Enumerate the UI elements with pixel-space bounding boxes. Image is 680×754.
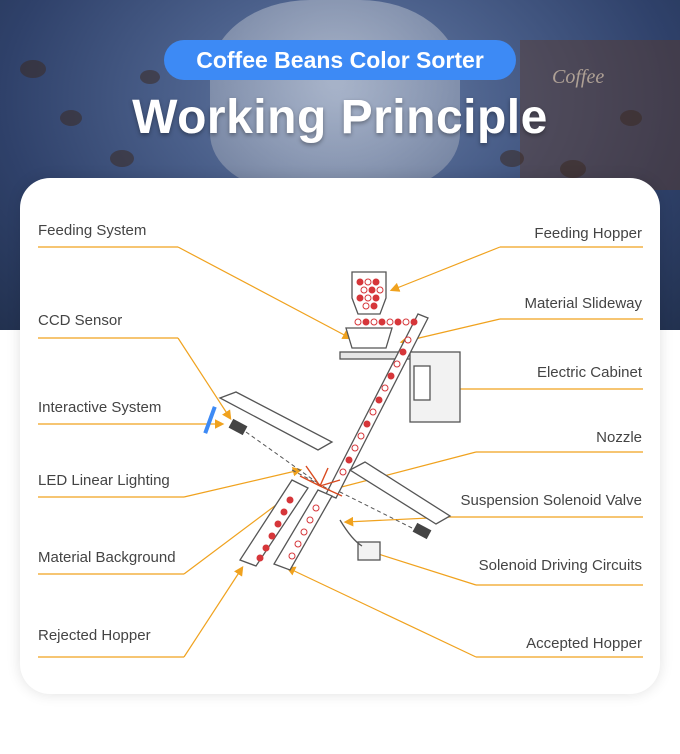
- leader-rejected-hopper: [184, 568, 242, 657]
- leader-driving-circuits: [372, 552, 476, 585]
- page-title: Working Principle: [132, 91, 548, 144]
- label-interactive-system: Interactive System: [38, 399, 162, 416]
- label-nozzle: Nozzle: [596, 429, 642, 446]
- product-pill: Coffee Beans Color Sorter: [164, 40, 516, 80]
- driving-circuits-shape: [358, 542, 380, 560]
- label-material-slideway: Material Slideway: [524, 295, 642, 312]
- leader-accepted-hopper: [288, 568, 476, 657]
- label-material-background: Material Background: [38, 549, 176, 566]
- label-feeding-hopper: Feeding Hopper: [534, 225, 642, 242]
- label-suspension-solenoid-valve: Suspension Solenoid Valve: [460, 492, 642, 509]
- machine-outline: [220, 272, 460, 570]
- leader-feeding-hopper: [392, 247, 500, 290]
- label-led-linear-lighting: LED Linear Lighting: [38, 472, 170, 489]
- label-accepted-hopper: Accepted Hopper: [526, 635, 642, 652]
- leader-lines: [178, 247, 500, 657]
- label-rejected-hopper: Rejected Hopper: [38, 627, 151, 644]
- leader-feeding-system: [178, 247, 350, 338]
- label-underlines: [38, 247, 643, 657]
- label-ccd-sensor: CCD Sensor: [38, 312, 123, 329]
- vibration-feeder: [346, 328, 392, 348]
- leader-ccd-sensor: [178, 338, 230, 418]
- leader-led-lighting: [184, 470, 300, 497]
- label-electric-cabinet: Electric Cabinet: [536, 364, 642, 381]
- label-feeding-system: Feeding System: [38, 222, 147, 239]
- label-solenoid-driving-circuits: Solenoid Driving Circuits: [478, 557, 642, 574]
- crate-lettering: Coffee: [552, 66, 605, 88]
